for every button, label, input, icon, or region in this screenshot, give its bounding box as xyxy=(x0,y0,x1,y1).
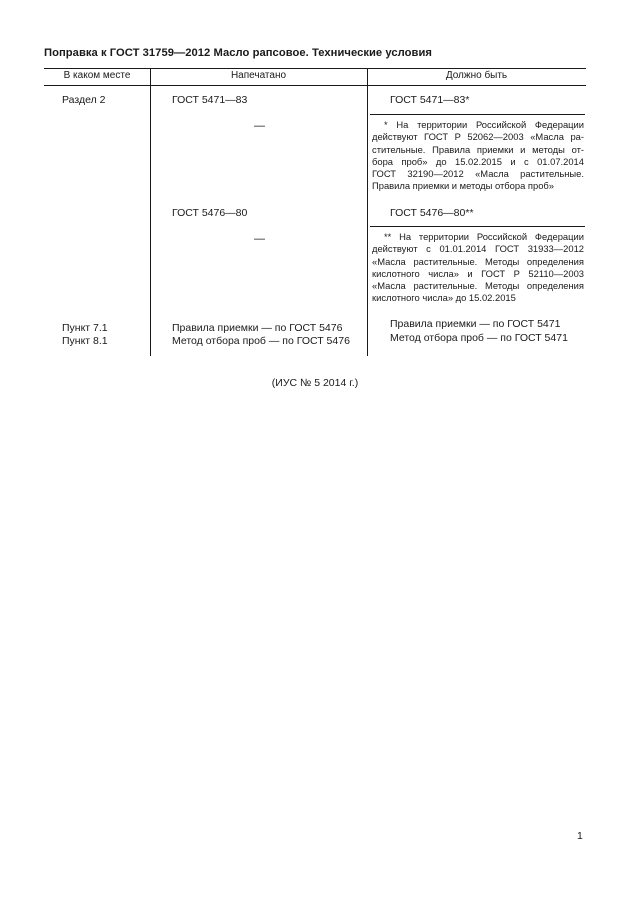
footnote2-line: «Масла растительные. Методы определения xyxy=(372,255,584,267)
column-divider-2 xyxy=(367,68,368,356)
row1-should-be: ГОСТ 5471—83* xyxy=(390,94,470,106)
row3-should-b: Метод отбора проб — по ГОСТ 5471 xyxy=(390,332,568,344)
footnote1 xyxy=(372,119,584,193)
row2-should-be: ГОСТ 5476—80** xyxy=(390,207,474,219)
row3-where-a: Пункт 7.1 xyxy=(62,322,108,334)
footnote2-rule xyxy=(370,226,585,227)
row3-where-b: Пункт 8.1 xyxy=(62,335,108,347)
footnote1-rule xyxy=(370,114,585,115)
column-divider-1 xyxy=(150,68,151,356)
footnote1-line: ГОСТ 32190—2012 «Масла растительные. xyxy=(372,168,584,180)
footnote1-line: * На территории Российской Федерации xyxy=(384,119,584,130)
row2-printed: ГОСТ 5476—80 xyxy=(172,207,248,219)
footnote1-line: стительные. Правила приемки и методы от- xyxy=(372,143,584,155)
footnote2 xyxy=(372,231,584,305)
row1-printed-dash: — xyxy=(254,120,265,132)
header-where: В каком месте xyxy=(63,70,131,81)
footnote2-line: ** На территории Российской Федерации xyxy=(384,231,584,242)
row3-printed-a: Правила приемки — по ГОСТ 5476 xyxy=(172,322,343,334)
row1-printed: ГОСТ 5471—83 xyxy=(172,94,248,106)
footnote1-line: бора проб» до 15.02.2015 и с 01.07.2014 xyxy=(372,155,584,167)
row3-should-a: Правила приемки — по ГОСТ 5471 xyxy=(390,318,561,330)
document-title: Поправка к ГОСТ 31759—2012 Масло рапсовое. Технические условия xyxy=(44,47,432,59)
footnote1-line: Правила приемки и методы отбора проб» xyxy=(372,180,555,192)
table-header-rule xyxy=(44,85,586,86)
table-top-rule xyxy=(44,68,586,69)
footnote1-line: действуют ГОСТ Р 52062—2003 «Масла ра- xyxy=(372,131,584,143)
header-printed: Напечатано xyxy=(230,70,287,81)
footnote2-line: кислотного числа» и ГОСТ Р 52110—2003 xyxy=(372,267,584,279)
footnote2-line: действуют с 01.01.2014 ГОСТ 31933—2012 xyxy=(372,243,584,255)
footnote2-line: кислотного числа» до 15.02.2015 xyxy=(372,292,516,304)
source-reference: (ИУС № 5 2014 г.) xyxy=(271,377,359,389)
header-should-be: Должно быть xyxy=(445,70,508,81)
page-number: 1 xyxy=(577,830,583,842)
row1-where: Раздел 2 xyxy=(62,94,106,106)
footnote2-line: «Масла растительные. Методы определения xyxy=(372,280,584,292)
row3-printed-b: Метод отбора проб — по ГОСТ 5476 xyxy=(172,335,350,347)
row2-printed-dash: — xyxy=(254,233,265,245)
